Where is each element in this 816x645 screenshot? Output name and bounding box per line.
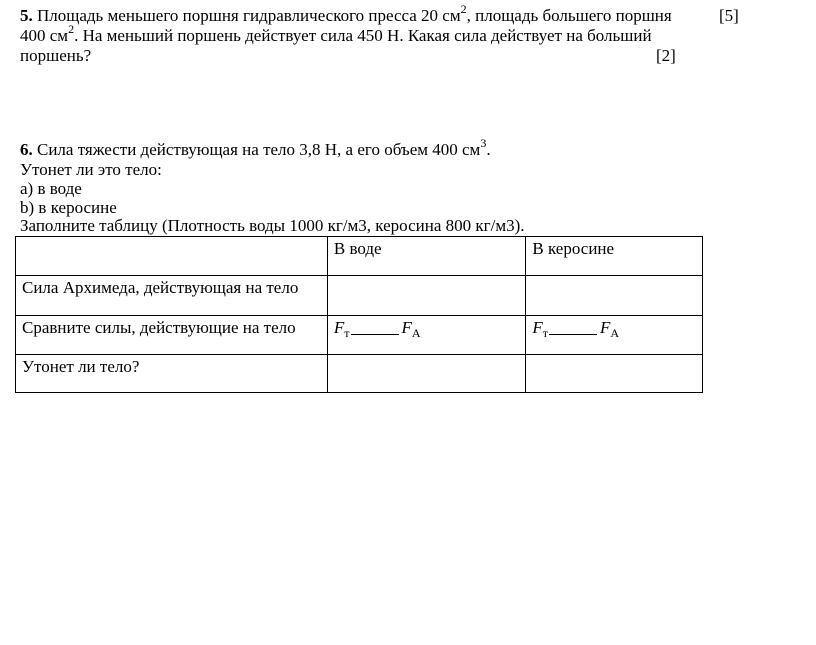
task5-score-mark: [2] (656, 46, 676, 65)
answer-cell-kerosene[interactable] (526, 276, 703, 316)
task5-line1 (20, 2, 672, 26)
table-row (16, 355, 703, 393)
task6-sup: 3 (480, 136, 487, 151)
task5-text1: Площадь меньшего поршня гидравлического пресса 20 см (32, 6, 461, 25)
formula-f-archimedes: F (600, 318, 611, 337)
table-row-label: Сила Архимеда, действующая на тело (16, 276, 328, 316)
task5-sup1: 2 (460, 2, 467, 17)
table-row-label: Утонет ли тело? (16, 355, 328, 393)
task5-text1-end: , площадь большего поршня (466, 6, 672, 25)
formula-f-gravity: F (532, 318, 543, 337)
task6-line3: а) в воде (20, 179, 82, 198)
formula-sub-archimedes: А (411, 326, 421, 340)
table-row (16, 276, 703, 316)
task6-line2: Утонет ли это тело: (20, 160, 162, 179)
table-header-kerosene: В керосине (526, 237, 703, 276)
task6-text1: Сила тяжести действующая на тело 3,8 Н, а его объем 400 см (32, 140, 481, 159)
formula-sub-gravity: т (542, 326, 549, 340)
table-header-empty (16, 237, 328, 276)
formula-sub-gravity: т (344, 326, 350, 340)
task6-line4: b) в керосине (20, 198, 117, 217)
table-header-water: В воде (327, 237, 526, 276)
table-row (16, 316, 703, 355)
formula-sub-archimedes: А (610, 326, 620, 340)
table-row-label: Сравните силы, действующие на тело (16, 316, 328, 355)
table-header-row (16, 237, 703, 276)
answer-cell-water[interactable] (327, 355, 526, 393)
compare-cell-water[interactable] (327, 316, 526, 355)
answer-blank[interactable] (549, 320, 597, 335)
formula-f-gravity: F (333, 318, 345, 337)
answer-blank[interactable] (351, 320, 399, 335)
task6-line1 (20, 136, 491, 160)
task6-number: 6. (20, 140, 33, 159)
task6-line5: Заполните таблицу (Плотность воды 1000 кг/м3, керосина 800 кг/м3). (20, 216, 525, 235)
task5-text2-end: . На меньший поршень действует сила 450 Н. Какая сила действует на больший (74, 26, 652, 45)
task5-number: 5. (20, 6, 33, 25)
task5-sup2: 2 (68, 22, 75, 37)
task5-text2-start: 400 см (20, 26, 69, 45)
task5-line3: поршень? (20, 46, 92, 65)
formula-f-archimedes: F (401, 318, 412, 337)
task5-points-mark: [5] (719, 6, 739, 25)
answer-cell-kerosene[interactable] (526, 355, 703, 393)
task6-text1-end: . (486, 140, 491, 159)
compare-cell-kerosene[interactable] (526, 316, 703, 355)
task5-line2 (20, 22, 652, 46)
answer-table (15, 236, 703, 393)
answer-cell-water[interactable] (327, 276, 526, 316)
